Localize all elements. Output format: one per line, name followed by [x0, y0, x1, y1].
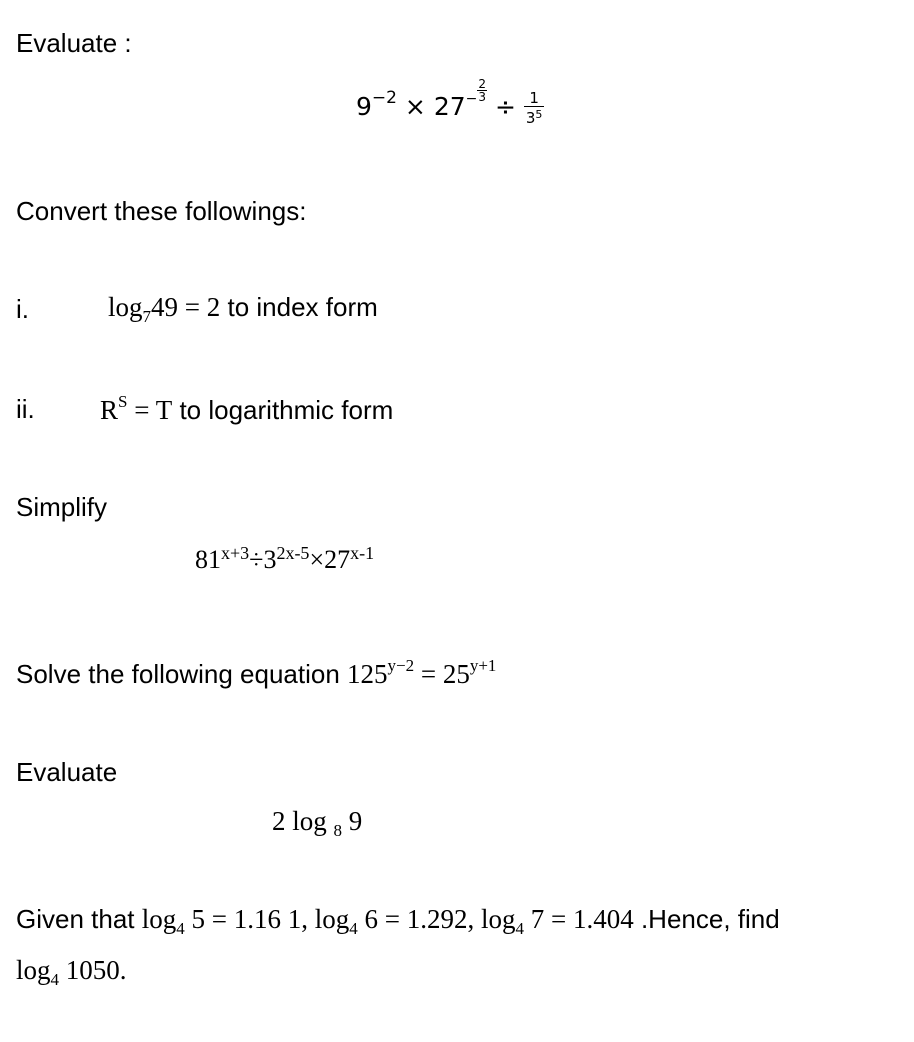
q3-t2-base: 3 [263, 545, 277, 574]
q2-item1 [108, 292, 378, 327]
q3-op2: × [309, 545, 325, 574]
q6-line2 [16, 955, 127, 990]
q4-lhs-exp: y−2 [387, 656, 415, 675]
q6-base4: 4 [50, 970, 60, 989]
q3-t3-exp: x-1 [350, 543, 375, 563]
q1-frac-den-base: 3 [525, 109, 536, 127]
q4-rhs-exp: y+1 [469, 656, 497, 675]
q1-frac-den [524, 107, 545, 126]
q1-fraction [524, 90, 545, 126]
q3-t1-exp: x+3 [221, 543, 250, 563]
q6-log4: log [16, 955, 51, 985]
q1-frac-den-exp: 5 [535, 108, 543, 121]
q1-divide: ÷ [494, 92, 516, 121]
q3-expression [195, 543, 374, 575]
q5-expression [272, 806, 362, 841]
q6-log2: log [314, 904, 350, 934]
q1-base2: 27 [433, 92, 466, 121]
q6-text2: .Hence, find [633, 904, 780, 934]
q1-exp2-den: 3 [478, 90, 487, 104]
q6-line1 [16, 904, 780, 939]
q4-lhs-base: 125 [347, 659, 388, 689]
q6-a3: 7 = 1.404 [524, 904, 634, 934]
q4-text: Solve the following equation [16, 659, 348, 689]
q1-exp2-sign: − [465, 91, 478, 107]
q6-a1: 5 = 1.16 1, [184, 904, 315, 934]
q2-item2-S: S [118, 392, 128, 411]
q4-rhs-base: 25 [442, 659, 470, 689]
q5-heading: Evaluate [16, 757, 118, 787]
q1-expression [356, 78, 544, 126]
q1-heading: Evaluate : [16, 28, 132, 58]
q3-t2-exp: 2x-5 [276, 543, 310, 563]
q4-line [16, 656, 496, 690]
q1-base1: 9 [356, 92, 372, 121]
q2-item1-text: to index form [220, 292, 378, 322]
q2-item2-R: R [100, 395, 119, 425]
q3-heading: Simplify [16, 492, 108, 522]
q6-log1: log [141, 904, 177, 934]
q3-t3-base: 27 [324, 545, 351, 574]
q2-item1-label: i. [16, 294, 29, 324]
q3-op1: ÷ [249, 545, 264, 574]
q6-base1: 4 [176, 919, 185, 938]
q6-a2: 6 = 1.292, [357, 904, 481, 934]
q2-item2 [100, 392, 393, 426]
q1-times: × [404, 92, 426, 121]
q6-base3: 4 [515, 919, 524, 938]
q2-item1-rest: 49 = 2 [151, 292, 221, 322]
q6-log3: log [480, 904, 516, 934]
q6-text1: Given that [16, 904, 142, 934]
q2-heading: Convert these followings: [16, 196, 307, 226]
q2-item1-log: log [108, 292, 143, 322]
q1-exp1: −2 [371, 88, 397, 108]
q2-item2-label: ii. [16, 394, 35, 424]
q6-find-arg: 1050. [59, 955, 127, 985]
q1-exp2-fraction [477, 78, 487, 103]
q6-base2: 4 [349, 919, 358, 938]
q1-frac-num: 1 [524, 90, 545, 107]
q2-item2-rest: = T [127, 395, 173, 425]
q5-base: 8 [333, 821, 343, 840]
q5-coef: 2 log [272, 806, 334, 836]
q3-t1-base: 81 [195, 545, 221, 574]
q1-exp2-num: 2 [478, 77, 487, 91]
q5-arg: 9 [342, 806, 363, 836]
q2-item1-base: 7 [142, 307, 152, 326]
q2-item2-text: to logarithmic form [172, 395, 394, 425]
q4-eq: = [414, 659, 443, 689]
